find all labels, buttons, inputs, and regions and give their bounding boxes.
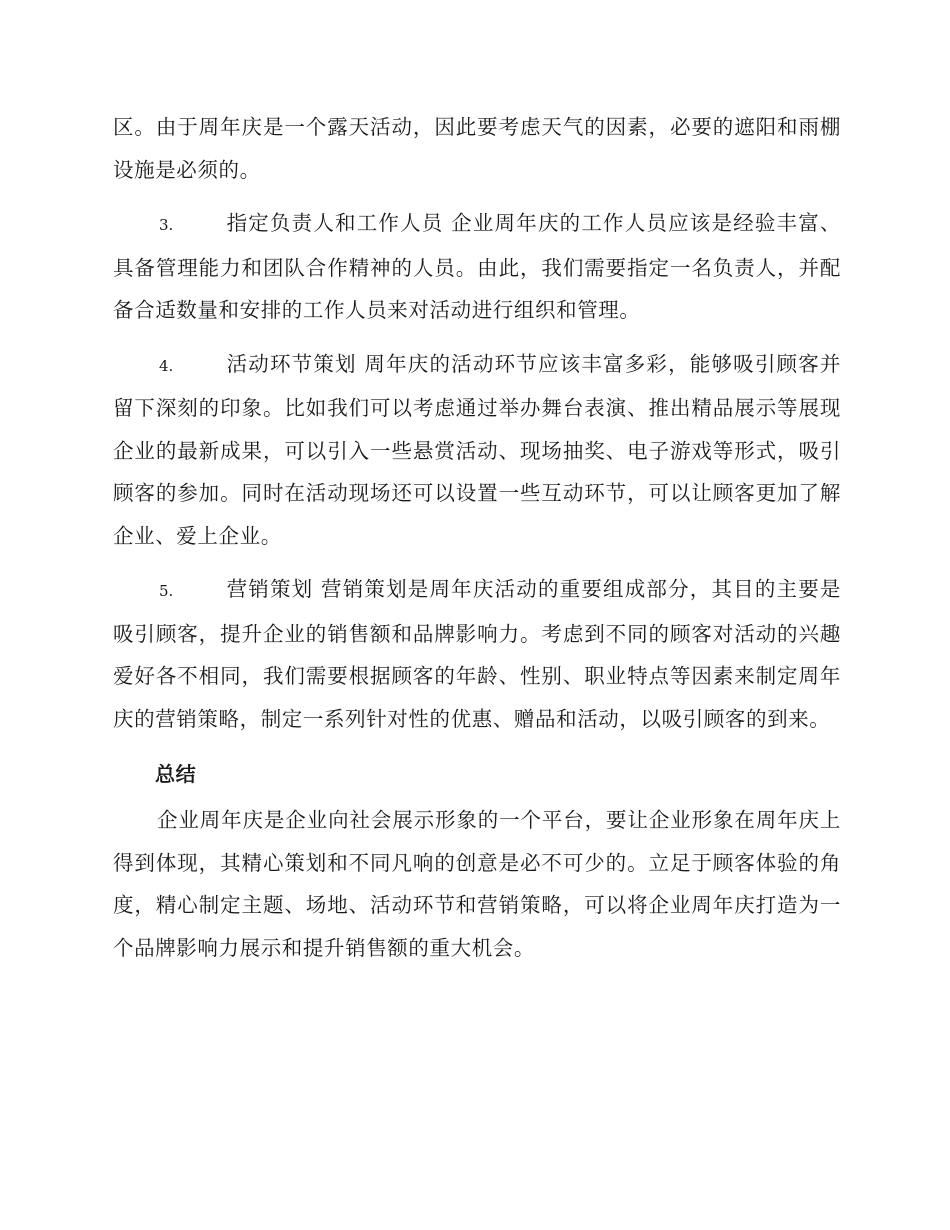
list-item-5: [113, 568, 841, 740]
list-number: 3.: [159, 216, 174, 234]
list-item-text: 活动环节策划 周年庆的活动环节应该丰富多彩，能够吸引顾客并留下深刻的印象。比如我们可以考虑通过举办舞台表演、推出精品展示等展现企业的最新成果，可以引入一些悬赏活动、现场抽奖、电子游戏等形式，吸引顾客的参加。同时在活动现场还可以设置一些互动环节，可以让顾客更加了解企业、爱上企业。: [113, 351, 841, 548]
list-item-3: [113, 202, 841, 332]
list-number: 4.: [159, 356, 174, 375]
summary-heading: 总结: [155, 762, 197, 786]
list-item-text: 营销策划 营销策划是周年庆活动的重要组成部分，其目的主要是吸引顾客，提升企业的销售额和品牌影响力。考虑到不同的顾客对活动的兴趣爱好各不相同，我们需要根据顾客的年龄、性别、职业特点等因素来制定周年庆的营销策略，制定一系列针对性的优惠、赠品和活动，以吸引顾客的到来。: [113, 577, 841, 731]
list-number: 5.: [159, 582, 174, 600]
summary-paragraph: 企业周年庆是企业向社会展示形象的一个平台，要让企业形象在周年庆上得到体现，其精心策划和不同凡响的创意是必不可少的。立足于顾客体验的角度，精心制定主题、场地、活动环节和营销策略，可以将企业周年庆打造为一个品牌影响力展示和提升销售额的重大机会。: [113, 808, 841, 960]
continuation-paragraph: 区。由于周年庆是一个露天活动，因此要考虑天气的因素，必要的遮阳和雨棚设施是必须的。: [113, 115, 841, 182]
list-item-4: [113, 343, 841, 558]
document-page: [113, 106, 841, 969]
list-item-text: 指定负责人和工作人员 企业周年庆的工作人员应该是经验丰富、具备管理能力和团队合作精神的人员。由此，我们需要指定一名负责人，并配备合适数量和安排的工作人员来对活动进行组织和管理。: [113, 211, 841, 322]
